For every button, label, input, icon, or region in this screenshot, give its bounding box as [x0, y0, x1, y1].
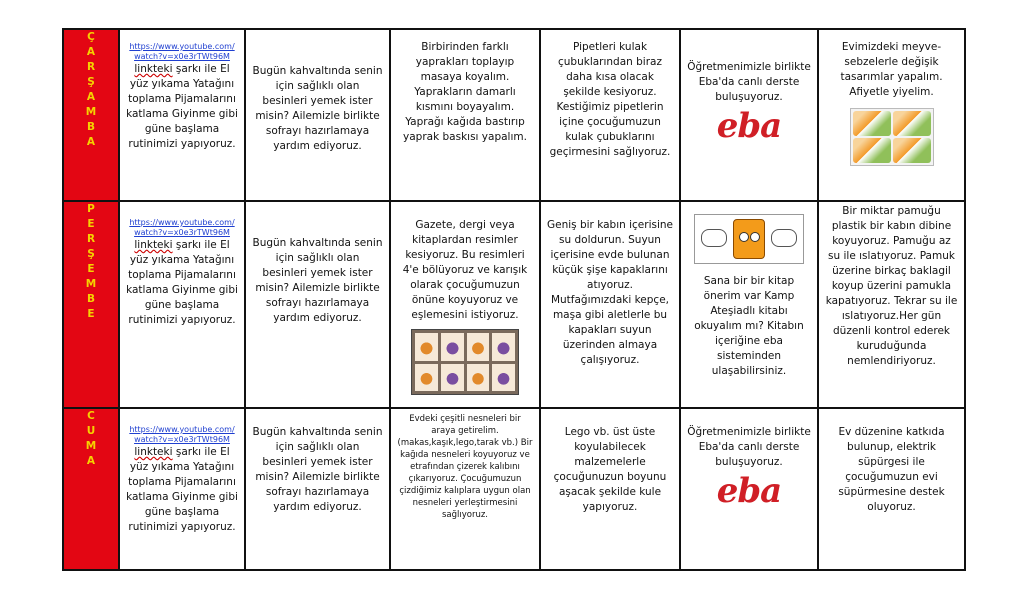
- day-label-persembe: P E R Ş E M B E: [63, 201, 119, 408]
- row-cuma: [63, 408, 965, 570]
- straw-activity-cell: Pipetleri kulak çubuklarından biraz daha kısa olacak şekilde kesiyoruz. Kestiğimiz pipetlerin içine çocuğumuzun kulak çubuklarını geçirmesini sağlıyoruz.: [540, 29, 680, 201]
- eba-live-cell: Öğretmenimizle birlikte Eba'da canlı derste buluşuyoruz. eba: [680, 29, 818, 201]
- veggie-design-cell: Evimizdeki meyve-sebzelerle değişik tasarımlar yapalım. Afiyetle yiyelim.: [818, 29, 965, 201]
- youtube-link[interactable]: https://www.youtube.com/ watch?v=x0e3rTWt96M: [129, 218, 235, 237]
- activity-schedule-table: [62, 28, 966, 571]
- row-persembe: [63, 201, 965, 408]
- puzzle-photo: [411, 329, 519, 395]
- eba-live-cell: Öğretmenimizle birlikte Eba'da canlı derste buluşuyoruz. eba: [680, 408, 818, 570]
- day-label-carsamba: Ç A R Ş A M B A: [63, 29, 119, 201]
- youtube-link[interactable]: https://www.youtube.com/ watch?v=x0e3rTWt96M: [129, 42, 235, 61]
- breakfast-cell: Bugün kahvaltında senin için sağlıklı olan besinleri yemek ister misin? Ailemizle birlikte sofrayı hazırlamaya yardım ediyoruz.: [245, 29, 390, 201]
- vegetable-photo: [850, 108, 934, 166]
- book-mascot-image: [694, 214, 804, 264]
- vacuum-help-cell: Ev düzenine katkıda bulunup, elektrik süpürgesi ile çocuğumuzun evi süpürmesine destek oluyoruz.: [818, 408, 965, 570]
- eba-logo: eba: [716, 106, 782, 146]
- leaf-print-cell: Birbirinden farklı yaprakları toplayıp masaya koyalım. Yaprakların damarlı kısmını boyayalım. Yaprağı kağıda bastırıp yaprak baskısı yapalım.: [390, 29, 540, 201]
- day-label-cuma: C U M A: [63, 408, 119, 570]
- row-carsamba: [63, 29, 965, 201]
- picture-matching-cell: Gazete, dergi veya kitaplardan resimler kesiyoruz. Bu resimleri 4'e bölüyoruz ve karışık olarak çocuğumuzun önüne koyuyoruz ve eşlemesini istiyoruz.: [390, 201, 540, 408]
- routine-cell: https://www.youtube.com/ watch?v=x0e3rTWt96M linkteki şarkı ile El yüz yıkama Yatağını toplama Pijamalarını katlama Giyinme gibi güne başlama rutinimizi yapıyoruz.: [119, 29, 245, 201]
- book-suggestion-cell: Sana bir bir kitap önerim var Kamp Ateşiadlı kitabı okuyalım mı? Kitabın içeriğine eba sisteminden ulaşabilirsiniz.: [680, 201, 818, 408]
- object-outline-cell: Evdeki çeşitli nesneleri bir araya getirelim. (makas,kaşık,lego,tarak vb.) Bir kağıda nesneleri koyuyoruz ve etrafından çizerek kalıbını çıkarıyoruz. Çocuğumuzun çizdiğimiz kalıplara uygun olan nesneleri yerleştirmesini sağlıyoruz.: [390, 408, 540, 570]
- water-caps-cell: Geniş bir kabın içerisine su doldurun. Suyun içerisine evde bulunan küçük şişe kapaklarını atıyoruz. Mutfağımızdaki kepçe, maşa gibi aletlerle bu kapakları suyun üzerinden almaya çalışıyoruz.: [540, 201, 680, 408]
- youtube-link[interactable]: https://www.youtube.com/ watch?v=x0e3rTWt96M: [129, 425, 235, 444]
- routine-cell: https://www.youtube.com/ watch?v=x0e3rTWt96M linkteki şarkı ile El yüz yıkama Yatağını toplama Pijamalarını katlama Giyinme gibi güne başlama rutinimizi yapıyoruz.: [119, 408, 245, 570]
- breakfast-cell: Bugün kahvaltında senin için sağlıklı olan besinleri yemek ister misin? Ailemizle birlikte sofrayı hazırlamaya yardım ediyoruz.: [245, 201, 390, 408]
- breakfast-cell: Bugün kahvaltında senin için sağlıklı olan besinleri yemek ister misin? Ailemizle birlikte sofrayı hazırlamaya yardım ediyoruz.: [245, 408, 390, 570]
- bean-sprout-cell: Bir miktar pamuğu plastik bir kabın dibine koyuyoruz. Pamuğu az su ile ıslatıyoruz. Pamuk üzerine birkaç baklagil koyup üzerini pamukla kapatıyoruz. Tekrar su ile ıslatıyoruz.Her gün düzenli kontrol ederek kuruduğunda nemlendiriyoruz.: [818, 201, 965, 408]
- lego-tower-cell: Lego vb. üst üste koyulabilecek malzemelerle çocuğunuzun boyunu aşacak şekilde kule yapıyoruz.: [540, 408, 680, 570]
- routine-cell: https://www.youtube.com/ watch?v=x0e3rTWt96M linkteki şarkı ile El yüz yıkama Yatağını toplama Pijamalarını katlama Giyinme gibi güne başlama rutinimizi yapıyoruz.: [119, 201, 245, 408]
- eba-logo: eba: [716, 471, 782, 511]
